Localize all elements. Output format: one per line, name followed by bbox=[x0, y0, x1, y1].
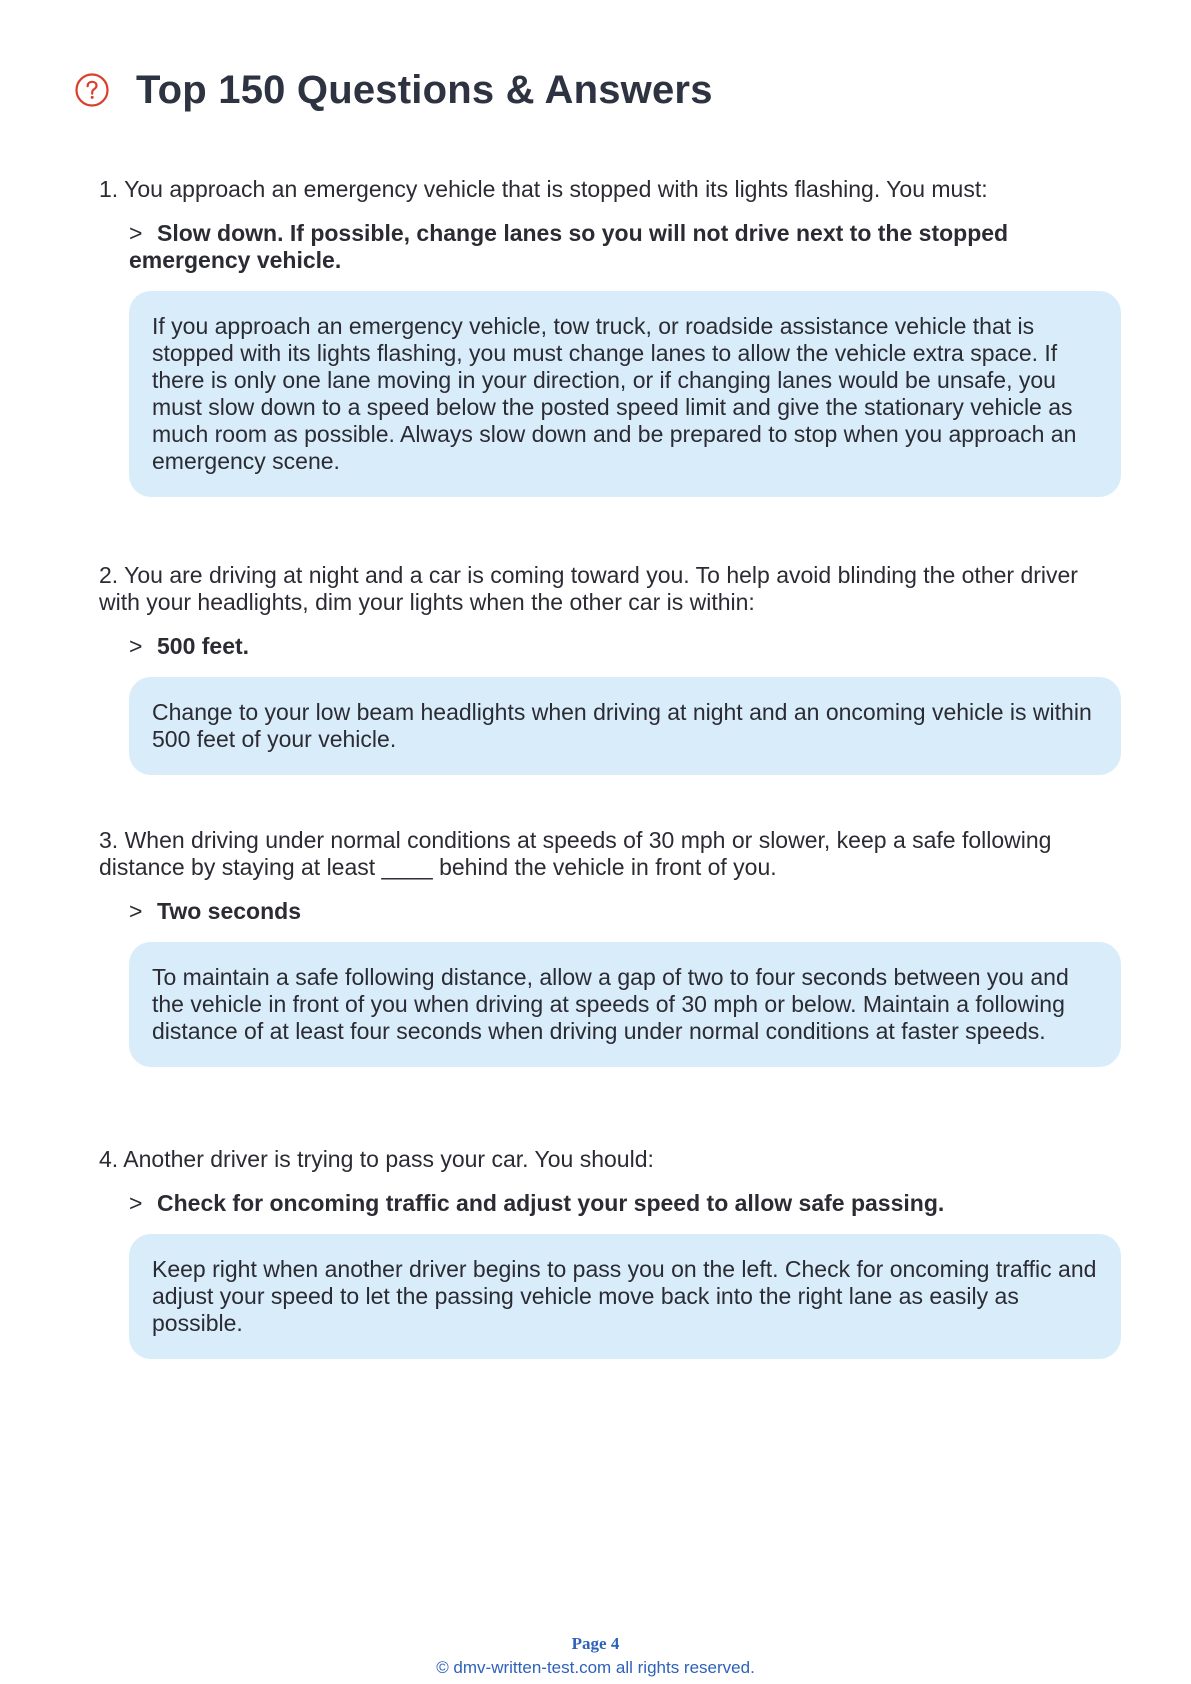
explanation-box: Change to your low beam headlights when driving at night and an oncoming vehicle is within 500 feet of your vehicle. bbox=[129, 677, 1121, 775]
explanation-box: If you approach an emergency vehicle, tow truck, or roadside assistance vehicle that is stopped with its lights flashing, you must change lanes to allow the vehicle extra space. If there is only one lane moving in your direction, or if changing lanes would be unsafe, you must slow down to a speed below the posted speed limit and give the stationary vehicle as much room as possible. Always slow down and be prepared to stop when you approach an emergency scene. bbox=[129, 291, 1121, 497]
page-title: Top 150 Questions & Answers bbox=[136, 68, 713, 112]
question-text: 1. You approach an emergency vehicle that is stopped with its lights flashing. You must: bbox=[99, 176, 988, 202]
answer-text bbox=[129, 220, 1121, 274]
qa-item bbox=[99, 1146, 1121, 1359]
question-text: 3. When driving under normal conditions at speeds of 30 mph or slower, keep a safe following distance by staying at least ____ behind the vehicle in front of you. bbox=[99, 827, 1052, 880]
question-circle-icon bbox=[74, 72, 110, 108]
explanation-box: Keep right when another driver begins to pass you on the left. Check for oncoming traffic and adjust your speed to let the passing vehicle move back into the right lane as easily as possible. bbox=[129, 1234, 1121, 1359]
answer-label: Two seconds bbox=[157, 898, 301, 924]
question-text: 4. Another driver is trying to pass your car. You should: bbox=[99, 1146, 654, 1172]
answer-marker: > bbox=[129, 633, 143, 659]
answer-marker: > bbox=[129, 898, 143, 924]
answer-marker: > bbox=[129, 1190, 143, 1216]
answer-label: 500 feet. bbox=[157, 633, 250, 659]
answer-label: Slow down. If possible, change lanes so you will not drive next to the stopped emergency vehicle. bbox=[129, 220, 1009, 273]
answer-text bbox=[129, 633, 1121, 660]
answer-marker: > bbox=[129, 220, 143, 246]
answer-text bbox=[129, 898, 1121, 925]
copyright-link[interactable]: © dmv-written-test.com all rights reserved. bbox=[436, 1658, 755, 1677]
qa-item bbox=[99, 827, 1121, 1067]
answer-text bbox=[129, 1190, 1121, 1217]
page-number: Page 4 bbox=[571, 1634, 620, 1653]
question-text: 2. You are driving at night and a car is coming toward you. To help avoid blinding the other driver with your headlights, dim your lights when the other car is within: bbox=[99, 562, 1078, 615]
page-header bbox=[74, 62, 713, 118]
qa-item bbox=[99, 562, 1121, 775]
answer-label: Check for oncoming traffic and adjust your speed to allow safe passing. bbox=[157, 1190, 945, 1216]
qa-item bbox=[99, 176, 1121, 497]
explanation-box: To maintain a safe following distance, allow a gap of two to four seconds between you and the vehicle in front of you when driving at speeds of 30 mph or below. Maintain a following distance of at least four seconds when driving under normal conditions at faster speeds. bbox=[129, 942, 1121, 1067]
